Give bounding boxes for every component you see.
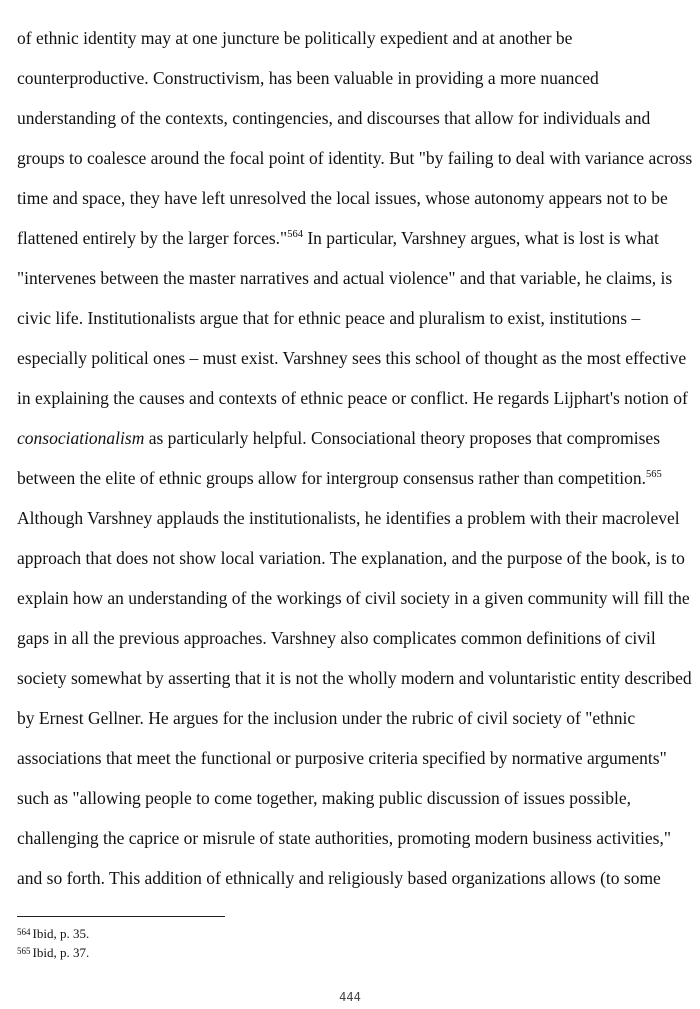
footnote [17,925,89,944]
main-text [17,24,693,904]
text-line: associations that meet the functional or purposive criteria specified by normative arguments" [17,748,667,768]
footnote-number: 564 [17,927,31,937]
text-line: society somewhat by asserting that it is not the wholly modern and voluntaristic entity described [17,668,692,688]
text-line: "intervenes between the master narratives and actual violence" and that variable, he claims, is [17,268,673,288]
text-line: time and space, they have left unresolved the local issues, whose autonomy appears not to be [17,188,668,208]
text-line: understanding of the contexts, contingencies, and discourses that allow for individuals and [17,108,651,128]
text-segment: In particular, Varshney argues, what is lost is what [302,228,659,248]
text-line [17,464,693,504]
text-line: such as "allowing people to come together, making public discussion of issues possible, [17,788,631,808]
italic-term: consociationalism [17,428,145,448]
footnote-number: 565 [17,946,31,956]
text-line: especially political ones – must exist. Varshney sees this school of thought as the most effective [17,348,687,368]
text-segment: as particularly helpful. Consociational theory proposes that compromises [144,428,661,448]
text-line: explain how an understanding of the workings of civil society in a given community will fill the [17,588,690,608]
text-segment: flattened entirely by the larger forces." [17,228,288,248]
text-line: approach that does not show local variation. The explanation, and the purpose of the book, is to [17,548,685,568]
text-line: counterproductive. Constructivism, has been valuable in providing a more nuanced [17,68,599,88]
text-line: Although Varshney applauds the institutionalists, he identifies a problem with their macrolevel [17,508,680,528]
text-line: in explaining the causes and contexts of ethnic peace or conflict. He regards Lijphart's notion of [17,388,688,408]
text-line: of ethnic identity may at one juncture be politically expedient and at another be [17,28,573,48]
text-line: challenging the caprice or misrule of state authorities, promoting modern business activities," [17,828,671,848]
text-line [17,424,693,464]
text-line: civic life. Institutionalists argue that for ethnic peace and pluralism to exist, institutions – [17,308,641,328]
text-line [17,224,693,264]
text-segment: between the elite of ethnic groups allow for intergroup consensus rather than competition. [17,468,647,488]
footnote [17,944,89,963]
text-line: by Ernest Gellner. He argues for the inclusion under the rubric of civil society of "ethnic [17,708,636,728]
footnote-ref[interactable]: 565 [646,469,662,480]
footnote-ref[interactable]: 564 [287,229,303,240]
text-line: gaps in all the previous approaches. Varshney also complicates common definitions of civil [17,628,656,648]
footnote-text: Ibid, p. 35. [32,926,90,941]
footnote-divider [17,916,225,917]
footnote-text: Ibid, p. 37. [32,945,90,960]
text-line: groups to coalesce around the focal point of identity. But "by failing to deal with variance across [17,148,693,168]
footnotes [17,925,89,963]
text-line: and so forth. This addition of ethnically and religiously based organizations allows (to some [17,868,661,888]
page-number: 444 [339,990,361,1004]
